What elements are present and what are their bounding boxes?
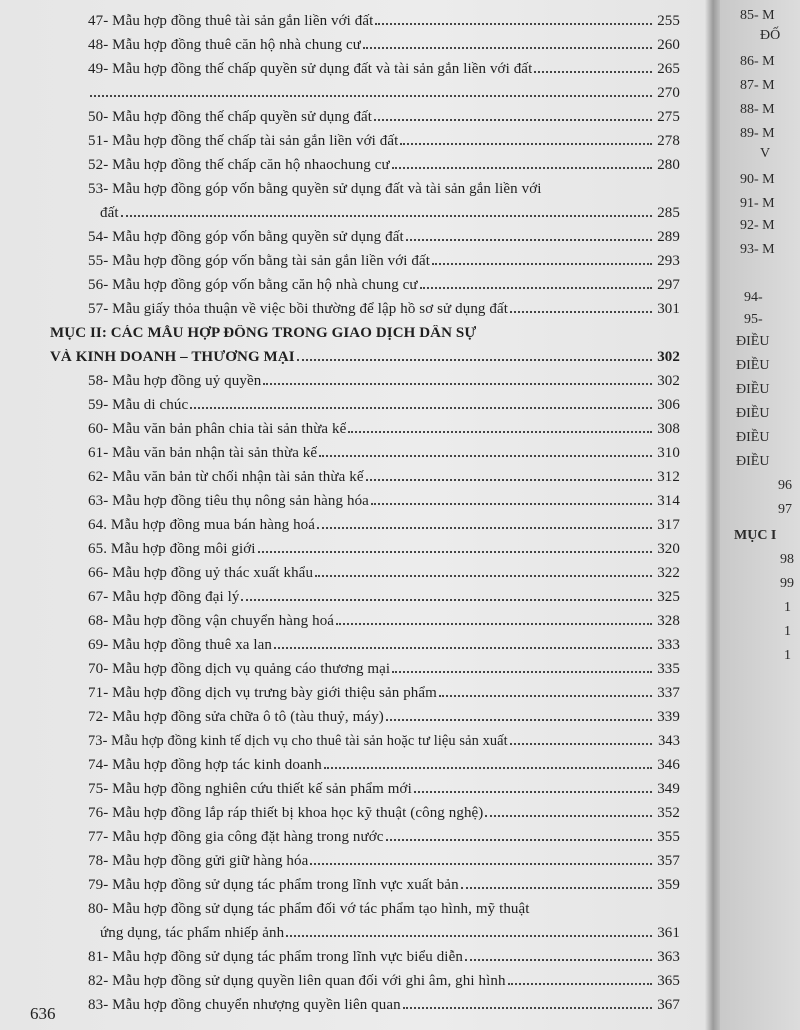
entry-page: 359 xyxy=(657,877,680,893)
entry-page: 365 xyxy=(657,973,680,989)
entry-page: 293 xyxy=(657,253,680,269)
entry-page: 302 xyxy=(657,373,680,389)
entry-page: 363 xyxy=(657,949,680,965)
facing-line: ĐIỀU xyxy=(736,334,770,349)
facing-line: ĐIỀU xyxy=(736,454,770,469)
toc-entry xyxy=(50,510,680,534)
entry-title: 81- Mẫu hợp đồng sử dụng tác phẩm trong lĩnh vực biểu diễn xyxy=(88,949,463,965)
toc-entry xyxy=(50,630,680,654)
toc-entry xyxy=(50,294,680,318)
entry-title: 50- Mẫu hợp đồng thế chấp quyền sử dụng đất xyxy=(88,109,373,125)
toc-entry xyxy=(50,534,680,558)
facing-line: 94- xyxy=(744,290,763,305)
facing-line: V xyxy=(760,146,771,161)
facing-line: 90- M xyxy=(740,172,775,187)
entry-page: 302 xyxy=(657,349,680,365)
toc-entry xyxy=(50,846,680,870)
toc-entry xyxy=(50,126,680,150)
entry-page: 335 xyxy=(657,661,680,677)
entry-page: 301 xyxy=(657,301,680,317)
section-heading xyxy=(50,318,680,342)
toc-entry xyxy=(50,222,680,246)
toc-entry xyxy=(50,582,680,606)
facing-line: 89- M xyxy=(740,126,775,141)
entry-title: 56- Mẫu hợp đồng góp vốn bằng căn hộ nhà chung cư xyxy=(88,277,418,293)
entry-page: 337 xyxy=(657,685,680,701)
facing-line: 85- M xyxy=(740,8,775,23)
entry-title: 70- Mẫu hợp đồng dịch vụ quảng cáo thương mại xyxy=(88,661,391,677)
entry-page: 275 xyxy=(657,109,680,125)
toc-entry xyxy=(50,798,680,822)
entry-page: 339 xyxy=(657,709,680,725)
toc-entry xyxy=(50,54,680,78)
entry-title: 72- Mẫu hợp đồng sửa chữa ô tô (tàu thuỷ, máy) xyxy=(88,709,384,725)
entry-page: 357 xyxy=(657,853,680,869)
facing-line: ĐIỀU xyxy=(736,406,770,421)
entry-title: 83- Mẫu hợp đồng chuyển nhượng quyền liên quan xyxy=(88,997,401,1013)
entry-title: 52- Mẫu hợp đồng thế chấp căn hộ nhaochung cư xyxy=(88,157,390,173)
entry-page: 325 xyxy=(657,589,680,605)
facing-line: 96 xyxy=(778,478,792,493)
facing-line: 87- M xyxy=(740,78,775,93)
entry-title: 76- Mẫu hợp đồng lắp ráp thiết bị khoa học kỹ thuật (công nghệ) xyxy=(88,805,484,821)
entry-page: 260 xyxy=(657,37,680,53)
toc-entry xyxy=(50,246,680,270)
entry-page: 310 xyxy=(657,445,680,461)
toc-entry xyxy=(50,30,680,54)
facing-line: 97 xyxy=(778,502,792,517)
facing-line: 93- M xyxy=(740,242,775,257)
toc-entry xyxy=(50,726,680,750)
entry-title: 53- Mẫu hợp đồng góp vốn bằng quyền sử dụng đất và tài sản gắn liền với xyxy=(88,181,542,197)
entry-title: 55- Mẫu hợp đồng góp vốn bằng tài sản gắn liền với đất xyxy=(88,253,431,269)
toc-entry xyxy=(50,366,680,390)
toc-entry xyxy=(50,462,680,486)
toc-entry xyxy=(50,270,680,294)
toc-entry xyxy=(50,894,680,918)
facing-line: 99 xyxy=(780,576,794,591)
entry-title: 71- Mẫu hợp đồng dịch vụ trưng bày giới thiệu sản phẩm xyxy=(88,685,437,701)
entry-page: 320 xyxy=(657,541,680,557)
entry-page: 355 xyxy=(657,829,680,845)
entry-page: 278 xyxy=(657,133,680,149)
entry-page: 343 xyxy=(658,733,680,749)
entry-title: 67- Mẫu hợp đồng đại lý xyxy=(88,589,240,605)
toc-entry xyxy=(50,750,680,774)
facing-page xyxy=(720,0,800,1030)
entry-title: 66- Mẫu hợp đồng uỷ thác xuất khẩu xyxy=(88,565,314,581)
toc-entry xyxy=(50,654,680,678)
section-title: MỤC II: CÁC MẪU HỢP ĐỒNG TRONG GIAO DỊCH DÂN SỰ xyxy=(50,325,477,341)
entry-title: 64. Mẫu hợp đồng mua bán hàng hoá xyxy=(88,517,316,533)
toc-entry xyxy=(50,774,680,798)
toc-entry xyxy=(50,438,680,462)
facing-line: 95- xyxy=(744,312,763,327)
entry-page: 367 xyxy=(657,997,680,1013)
toc-entry xyxy=(50,822,680,846)
entry-page: 280 xyxy=(657,157,680,173)
entry-page: 297 xyxy=(657,277,680,293)
entry-page: 289 xyxy=(657,229,680,245)
facing-line: ĐIỀU xyxy=(736,382,770,397)
entry-title: 75- Mẫu hợp đồng nghiên cứu thiết kế sản phẩm mới xyxy=(88,781,412,797)
toc-entry xyxy=(50,702,680,726)
entry-page: 265 xyxy=(657,61,680,77)
toc-entry xyxy=(50,198,680,222)
entry-title: 80- Mẫu hợp đồng sử dụng tác phẩm đối vớ tác phẩm tạo hình, mỹ thuật xyxy=(88,901,530,917)
entry-title: 59- Mẫu di chúc xyxy=(88,397,189,413)
entry-page: 328 xyxy=(657,613,680,629)
facing-line: 86- M xyxy=(740,54,775,69)
toc-entry xyxy=(50,102,680,126)
entry-title: 63- Mẫu hợp đồng tiêu thụ nông sản hàng hóa xyxy=(88,493,369,509)
toc-entry xyxy=(50,174,680,198)
entry-page: 314 xyxy=(657,493,680,509)
entry-page: 255 xyxy=(657,13,680,29)
toc-entry xyxy=(50,150,680,174)
entry-title: ứng dụng, tác phẩm nhiếp ảnh xyxy=(100,925,285,941)
entry-title: 54- Mẫu hợp đồng góp vốn bằng quyền sử dụng đất xyxy=(88,229,404,245)
entry-page: 285 xyxy=(657,205,680,221)
entry-page: 312 xyxy=(657,469,680,485)
entry-title: 65. Mẫu hợp đồng môi giới xyxy=(88,541,256,557)
entry-page: 308 xyxy=(657,421,680,437)
entry-title: 73- Mẫu hợp đồng kinh tế dịch vụ cho thuê tài sản hoặc tư liệu sản xuất xyxy=(88,733,508,749)
entry-title: đất xyxy=(100,205,119,221)
toc-entry xyxy=(50,606,680,630)
toc-entry xyxy=(50,390,680,414)
facing-line: ĐIỀU xyxy=(736,358,770,373)
toc-entry xyxy=(50,966,680,990)
entry-title: 62- Mẫu văn bản từ chối nhận tài sản thừa kế xyxy=(88,469,364,485)
entry-title: 48- Mẫu hợp đồng thuê căn hộ nhà chung cư xyxy=(88,37,362,53)
toc-entry xyxy=(50,918,680,942)
entry-title: 78- Mẫu hợp đồng gửi giữ hàng hóa xyxy=(88,853,309,869)
toc-entry xyxy=(50,990,680,1014)
facing-line: 1 xyxy=(784,624,791,639)
facing-line: 88- M xyxy=(740,102,775,117)
page-number: 636 xyxy=(30,1004,56,1023)
entry-title: 61- Mẫu văn bản nhận tài sản thừa kế xyxy=(88,445,318,461)
facing-line: 98 xyxy=(780,552,794,567)
entry-page: 346 xyxy=(657,757,680,773)
facing-line: ĐIỀU xyxy=(736,430,770,445)
entry-title: 68- Mẫu hợp đồng vận chuyển hàng hoá xyxy=(88,613,335,629)
entry-page: 333 xyxy=(657,637,680,653)
entry-title: 58- Mẫu hợp đồng uỷ quyền xyxy=(88,373,262,389)
entry-page: 270 xyxy=(657,85,680,101)
entry-page: 349 xyxy=(657,781,680,797)
section-title: VÀ KINH DOANH – THƯƠNG MẠI xyxy=(50,349,295,365)
facing-line: 1 xyxy=(784,600,791,615)
entry-title: 51- Mẫu hợp đồng thế chấp tài sản gắn liền với đất xyxy=(88,133,399,149)
entry-title: 77- Mẫu hợp đồng gia công đặt hàng trong nước xyxy=(88,829,384,845)
entry-title: 57- Mẫu giấy thỏa thuận về việc bồi thường để lập hồ sơ sử dụng đất xyxy=(88,301,508,317)
facing-line: MỤC I xyxy=(734,528,777,543)
facing-line: ĐỐ xyxy=(760,28,781,43)
entry-title: 74- Mẫu hợp đồng hợp tác kinh doanh xyxy=(88,757,322,773)
entry-title: 82- Mẫu hợp đồng sử dụng quyền liên quan đối với ghi âm, ghi hình xyxy=(88,973,506,989)
facing-line: 92- M xyxy=(740,218,775,233)
toc-entry xyxy=(50,558,680,582)
entry-page: 322 xyxy=(657,565,680,581)
entry-page: 361 xyxy=(657,925,680,941)
entry-title: 69- Mẫu hợp đồng thuê xa lan xyxy=(88,637,273,653)
toc-entry xyxy=(50,414,680,438)
facing-line: 1 xyxy=(784,648,791,663)
entry-title: 60- Mẫu văn bản phân chia tài sản thừa kế xyxy=(88,421,347,437)
entry-title: 79- Mẫu hợp đồng sử dụng tác phẩm trong lĩnh vực xuất bản xyxy=(88,877,459,893)
toc-entry xyxy=(50,6,680,30)
entry-page: 352 xyxy=(657,805,680,821)
toc-entry xyxy=(50,486,680,510)
entry-page: 317 xyxy=(657,517,680,533)
toc-entry xyxy=(50,942,680,966)
entry-title: 49- Mẫu hợp đồng thế chấp quyền sử dụng đất và tài sản gắn liền với đất xyxy=(88,61,533,77)
entry-title: 47- Mẫu hợp đồng thuê tài sản gắn liền với đất xyxy=(88,13,374,29)
section-heading xyxy=(50,342,680,366)
facing-line: 91- M xyxy=(740,196,775,211)
entry-page: 306 xyxy=(657,397,680,413)
toc-entry xyxy=(50,78,680,102)
toc-entry xyxy=(50,870,680,894)
toc-entry xyxy=(50,678,680,702)
